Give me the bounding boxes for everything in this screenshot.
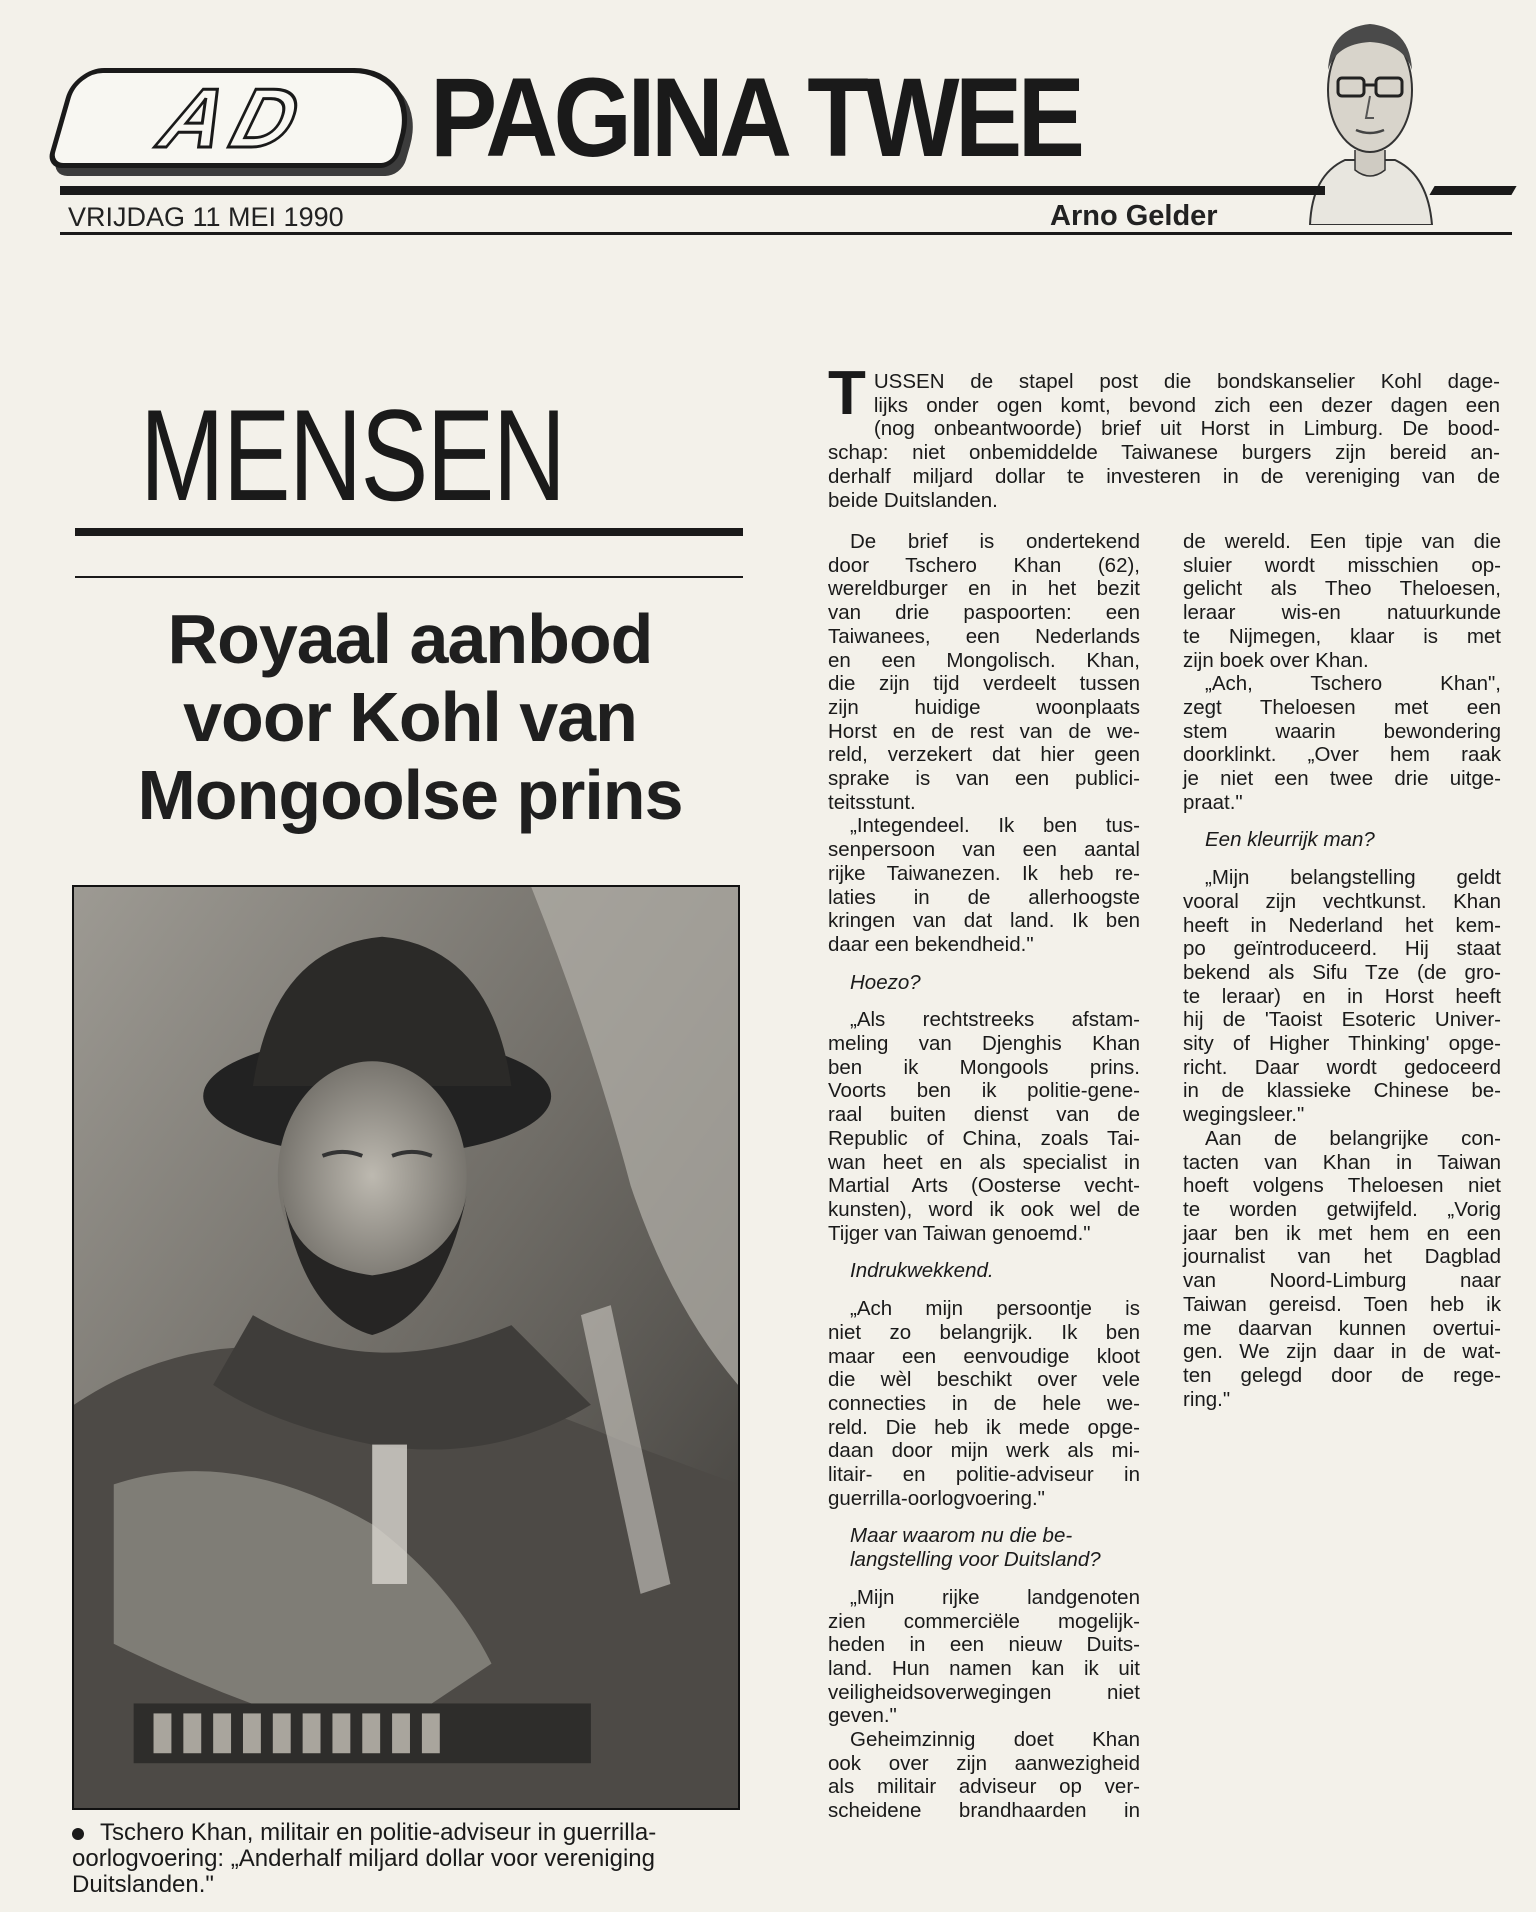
- text-line: connecties in de hele we-: [828, 1391, 1140, 1415]
- text-line: sity of Higher Thinking' opge-: [1183, 1032, 1501, 1056]
- text-line: zijn huidige woonplaats: [828, 695, 1140, 719]
- interview-question: Een kleurrijk man?: [1205, 828, 1375, 852]
- text-line: vooral zijn vechtkunst. Khan: [1183, 889, 1501, 913]
- text-line: als militair adviseur op ver-: [828, 1775, 1140, 1799]
- text-line: veiligheidsoverwegingen niet: [828, 1680, 1140, 1704]
- bullet-icon: [72, 1828, 84, 1840]
- text-line: bekend als Sifu Tze (de gro-: [1183, 960, 1501, 984]
- interview-question: Indrukwekkend.: [850, 1259, 994, 1283]
- paragraph: [1183, 1127, 1501, 1411]
- paragraph: [1183, 866, 1501, 1127]
- text-line: „Ach mijn persoontje is: [850, 1297, 1140, 1321]
- text-line: litair- en politie-adviseur in: [828, 1463, 1140, 1487]
- text-line: maar een eenvoudige kloot: [828, 1344, 1140, 1368]
- text-line: niet zo belangrijk. Ik ben: [828, 1320, 1140, 1344]
- text-line: sprake is van een publici-: [828, 767, 1140, 791]
- text-line: die zijn tijd verdeelt tussen: [828, 672, 1140, 696]
- text-line: wereldburger en in het bezit: [828, 577, 1140, 601]
- text-line: en een Mongolisch. Khan,: [828, 648, 1140, 672]
- ad-logo: AD: [46, 68, 425, 168]
- text-line: meling van Djenghis Khan: [828, 1032, 1140, 1056]
- text-line: hoeft volgens Theloesen niet: [1183, 1174, 1501, 1198]
- rubric-rule: [75, 528, 743, 536]
- paragraph: [1183, 672, 1501, 814]
- text-line: kringen van dat land. Ik ben: [828, 909, 1140, 933]
- text-line: „Mijn belangstelling geldt: [1205, 866, 1501, 890]
- text-line: richt. Daar wordt gedoceerd: [1183, 1055, 1501, 1079]
- paragraph: [828, 1586, 1140, 1728]
- author-byline: Arno Gelder: [1050, 200, 1218, 232]
- text-line: heeft in Nederland het kem-: [1183, 913, 1501, 937]
- text-line: Horst en de rest van de we-: [828, 719, 1140, 743]
- text-line: senpersoon van een aantal: [828, 838, 1140, 862]
- text-line: de wereld. Een tipje van die: [1183, 530, 1501, 553]
- text-line: „Ach, Tschero Khan",: [1205, 672, 1501, 696]
- text-line: je niet een twee drie uitge-: [1183, 767, 1501, 791]
- text-line: sluier wordt misschien op-: [1183, 553, 1501, 577]
- text-line: ben ik Mongools prins.: [828, 1055, 1140, 1079]
- text-line: „Mijn rijke landgenoten: [850, 1585, 1140, 1609]
- intro-line: USSEN de stapel post die bondskanselier Kohl dage-: [873, 370, 1500, 393]
- photo-caption: [72, 1820, 740, 1898]
- text-line: in de klassieke Chinese be-: [1183, 1079, 1501, 1103]
- text-line: wegingsleer.": [1183, 1103, 1305, 1127]
- text-line: kunsten), word ik ook wel de: [828, 1197, 1140, 1221]
- text-line: Taiwanees, een Nederlands: [828, 624, 1140, 648]
- text-line: die wèl beschikt over vele: [828, 1368, 1140, 1392]
- paragraph: [828, 1008, 1140, 1245]
- text-line: wan heet en als specialist in: [828, 1150, 1140, 1174]
- intro-line: schap: niet onbemiddelde Taiwanese burgers zijn bereid an-: [828, 441, 1500, 465]
- text-line: gen. We zijn daar in de wat-: [1183, 1340, 1501, 1364]
- rubric-title: MENSEN: [140, 382, 565, 528]
- text-line: ten gelegd door de rege-: [1183, 1363, 1501, 1387]
- article-column-1: [828, 530, 1140, 1823]
- text-line: leraar wis-en natuurkunde: [1183, 601, 1501, 625]
- article-headline: [70, 600, 750, 834]
- text-line: hij de 'Taoist Esoteric Univer-: [1183, 1008, 1501, 1032]
- interview-question: langstelling voor Duitsland?: [850, 1548, 1101, 1572]
- section-title: PAGINA TWEE: [430, 58, 1132, 178]
- text-line: zien commerciële mogelijk-: [828, 1609, 1140, 1633]
- text-line: po geïntroduceerd. Hij staat: [1183, 937, 1501, 961]
- text-line: daar een bekendheid.": [828, 932, 1034, 956]
- headline-line: Royaal aanbod: [167, 600, 653, 678]
- text-line: De brief is ondertekend: [850, 530, 1140, 553]
- interview-question: Maar waarom nu die be-: [850, 1524, 1073, 1548]
- rubric-thin-rule: [75, 576, 743, 578]
- text-line: reld. Die heb ik mede opge-: [828, 1415, 1140, 1439]
- text-line: guerrilla-oorlogvoering.": [828, 1486, 1045, 1510]
- text-line: Taiwan gereisd. Toen heb ik: [1183, 1292, 1501, 1316]
- text-line: gelicht als Theo Theloesen,: [1183, 577, 1501, 601]
- paragraph: [828, 530, 1140, 814]
- intro-line: beide Duitslanden.: [828, 488, 998, 512]
- paragraph: [828, 1728, 1140, 1823]
- text-line: ring.": [1183, 1387, 1231, 1411]
- text-line: te worden getwijfeld. „Vorig: [1183, 1197, 1501, 1221]
- text-line: raal buiten dienst van de: [828, 1103, 1140, 1127]
- caption-text: Tschero Khan, militair en politie-adviseur in guerrilla-: [100, 1819, 657, 1846]
- text-line: teitsstunt.: [828, 790, 916, 814]
- text-line: geven.": [828, 1704, 897, 1728]
- text-line: me daarvan kunnen overtui-: [1183, 1316, 1501, 1340]
- text-line: rijke Taiwanezen. Ik heb re-: [828, 861, 1140, 885]
- caption-line: Duitslanden.": [72, 1871, 214, 1898]
- text-line: Aan de belangrijke con-: [1205, 1126, 1501, 1150]
- text-line: scheidene brandhaarden in: [828, 1799, 1140, 1823]
- text-line: tacten van Khan in Taiwan: [1183, 1150, 1501, 1174]
- article-column-2: [1183, 530, 1501, 1411]
- text-line: Martial Arts (Oosterse vecht-: [828, 1174, 1140, 1198]
- headline-line: Mongoolse prins: [137, 756, 683, 834]
- text-line: doorklinkt. „Over hem raak: [1183, 743, 1501, 767]
- article-photo: [72, 885, 740, 1810]
- caption-line: oorlogvoering: „Anderhalf miljard dollar voor vereniging: [72, 1845, 655, 1872]
- text-line: door Tschero Khan (62),: [828, 553, 1140, 577]
- text-line: „Integendeel. Ik ben tus-: [850, 814, 1140, 838]
- text-line: heden in een nieuw Duits-: [828, 1633, 1140, 1657]
- text-line: praat.": [1183, 790, 1243, 814]
- issue-date: VRIJDAG 11 MEI 1990: [68, 202, 344, 232]
- paragraph: [1183, 530, 1501, 672]
- text-line: laties in de allerhoogste: [828, 885, 1140, 909]
- drop-cap: T: [828, 359, 866, 428]
- masthead-rule: [60, 186, 1325, 195]
- article-intro: [828, 359, 1500, 512]
- text-line: Republic of China, zoals Tai-: [828, 1126, 1140, 1150]
- intro-line: lijks onder ogen komt, bevond zich een dezer dagen een: [873, 393, 1500, 417]
- text-line: te leraar) en in Horst heeft: [1183, 984, 1501, 1008]
- text-line: te Nijmegen, klaar is met: [1183, 624, 1501, 648]
- text-line: stem waarin bewondering: [1183, 719, 1501, 743]
- text-line: van drie paspoorten: een: [828, 601, 1140, 625]
- text-line: zegt Theloesen met een: [1183, 695, 1501, 719]
- caption-line: [72, 1820, 740, 1846]
- text-line: land. Hun namen kan ik uit: [828, 1656, 1140, 1680]
- paragraph: [828, 814, 1140, 956]
- text-line: „Als rechtstreeks afstam-: [850, 1008, 1140, 1032]
- text-line: Tijger van Taiwan genoemd.": [828, 1221, 1091, 1245]
- text-line: daan door mijn werk als mi-: [828, 1439, 1140, 1463]
- text-line: journalist van het Dagblad: [1183, 1245, 1501, 1269]
- masthead-rule-end: [1429, 186, 1516, 195]
- text-line: jaar ben ik met hem en een: [1183, 1221, 1501, 1245]
- intro-line: derhalf miljard dollar te investeren in de vereniging van de: [828, 464, 1500, 488]
- masthead-underline: [60, 232, 1512, 235]
- text-line: reld, verzekert dat hier geen: [828, 743, 1140, 767]
- text-line: Geheimzinnig doet Khan: [850, 1728, 1140, 1752]
- interview-question: Hoezo?: [850, 970, 921, 994]
- text-line: zijn boek over Khan.: [1183, 648, 1369, 672]
- text-line: ook over zijn aanwezigheid: [828, 1751, 1140, 1775]
- text-line: Voorts ben ik politie-gene-: [828, 1079, 1140, 1103]
- intro-line: (nog onbeantwoorde) brief uit Horst in Limburg. De bood-: [873, 417, 1500, 441]
- headline-line: voor Kohl van: [183, 678, 637, 756]
- paragraph: [828, 1297, 1140, 1510]
- text-line: van Noord-Limburg naar: [1183, 1269, 1501, 1293]
